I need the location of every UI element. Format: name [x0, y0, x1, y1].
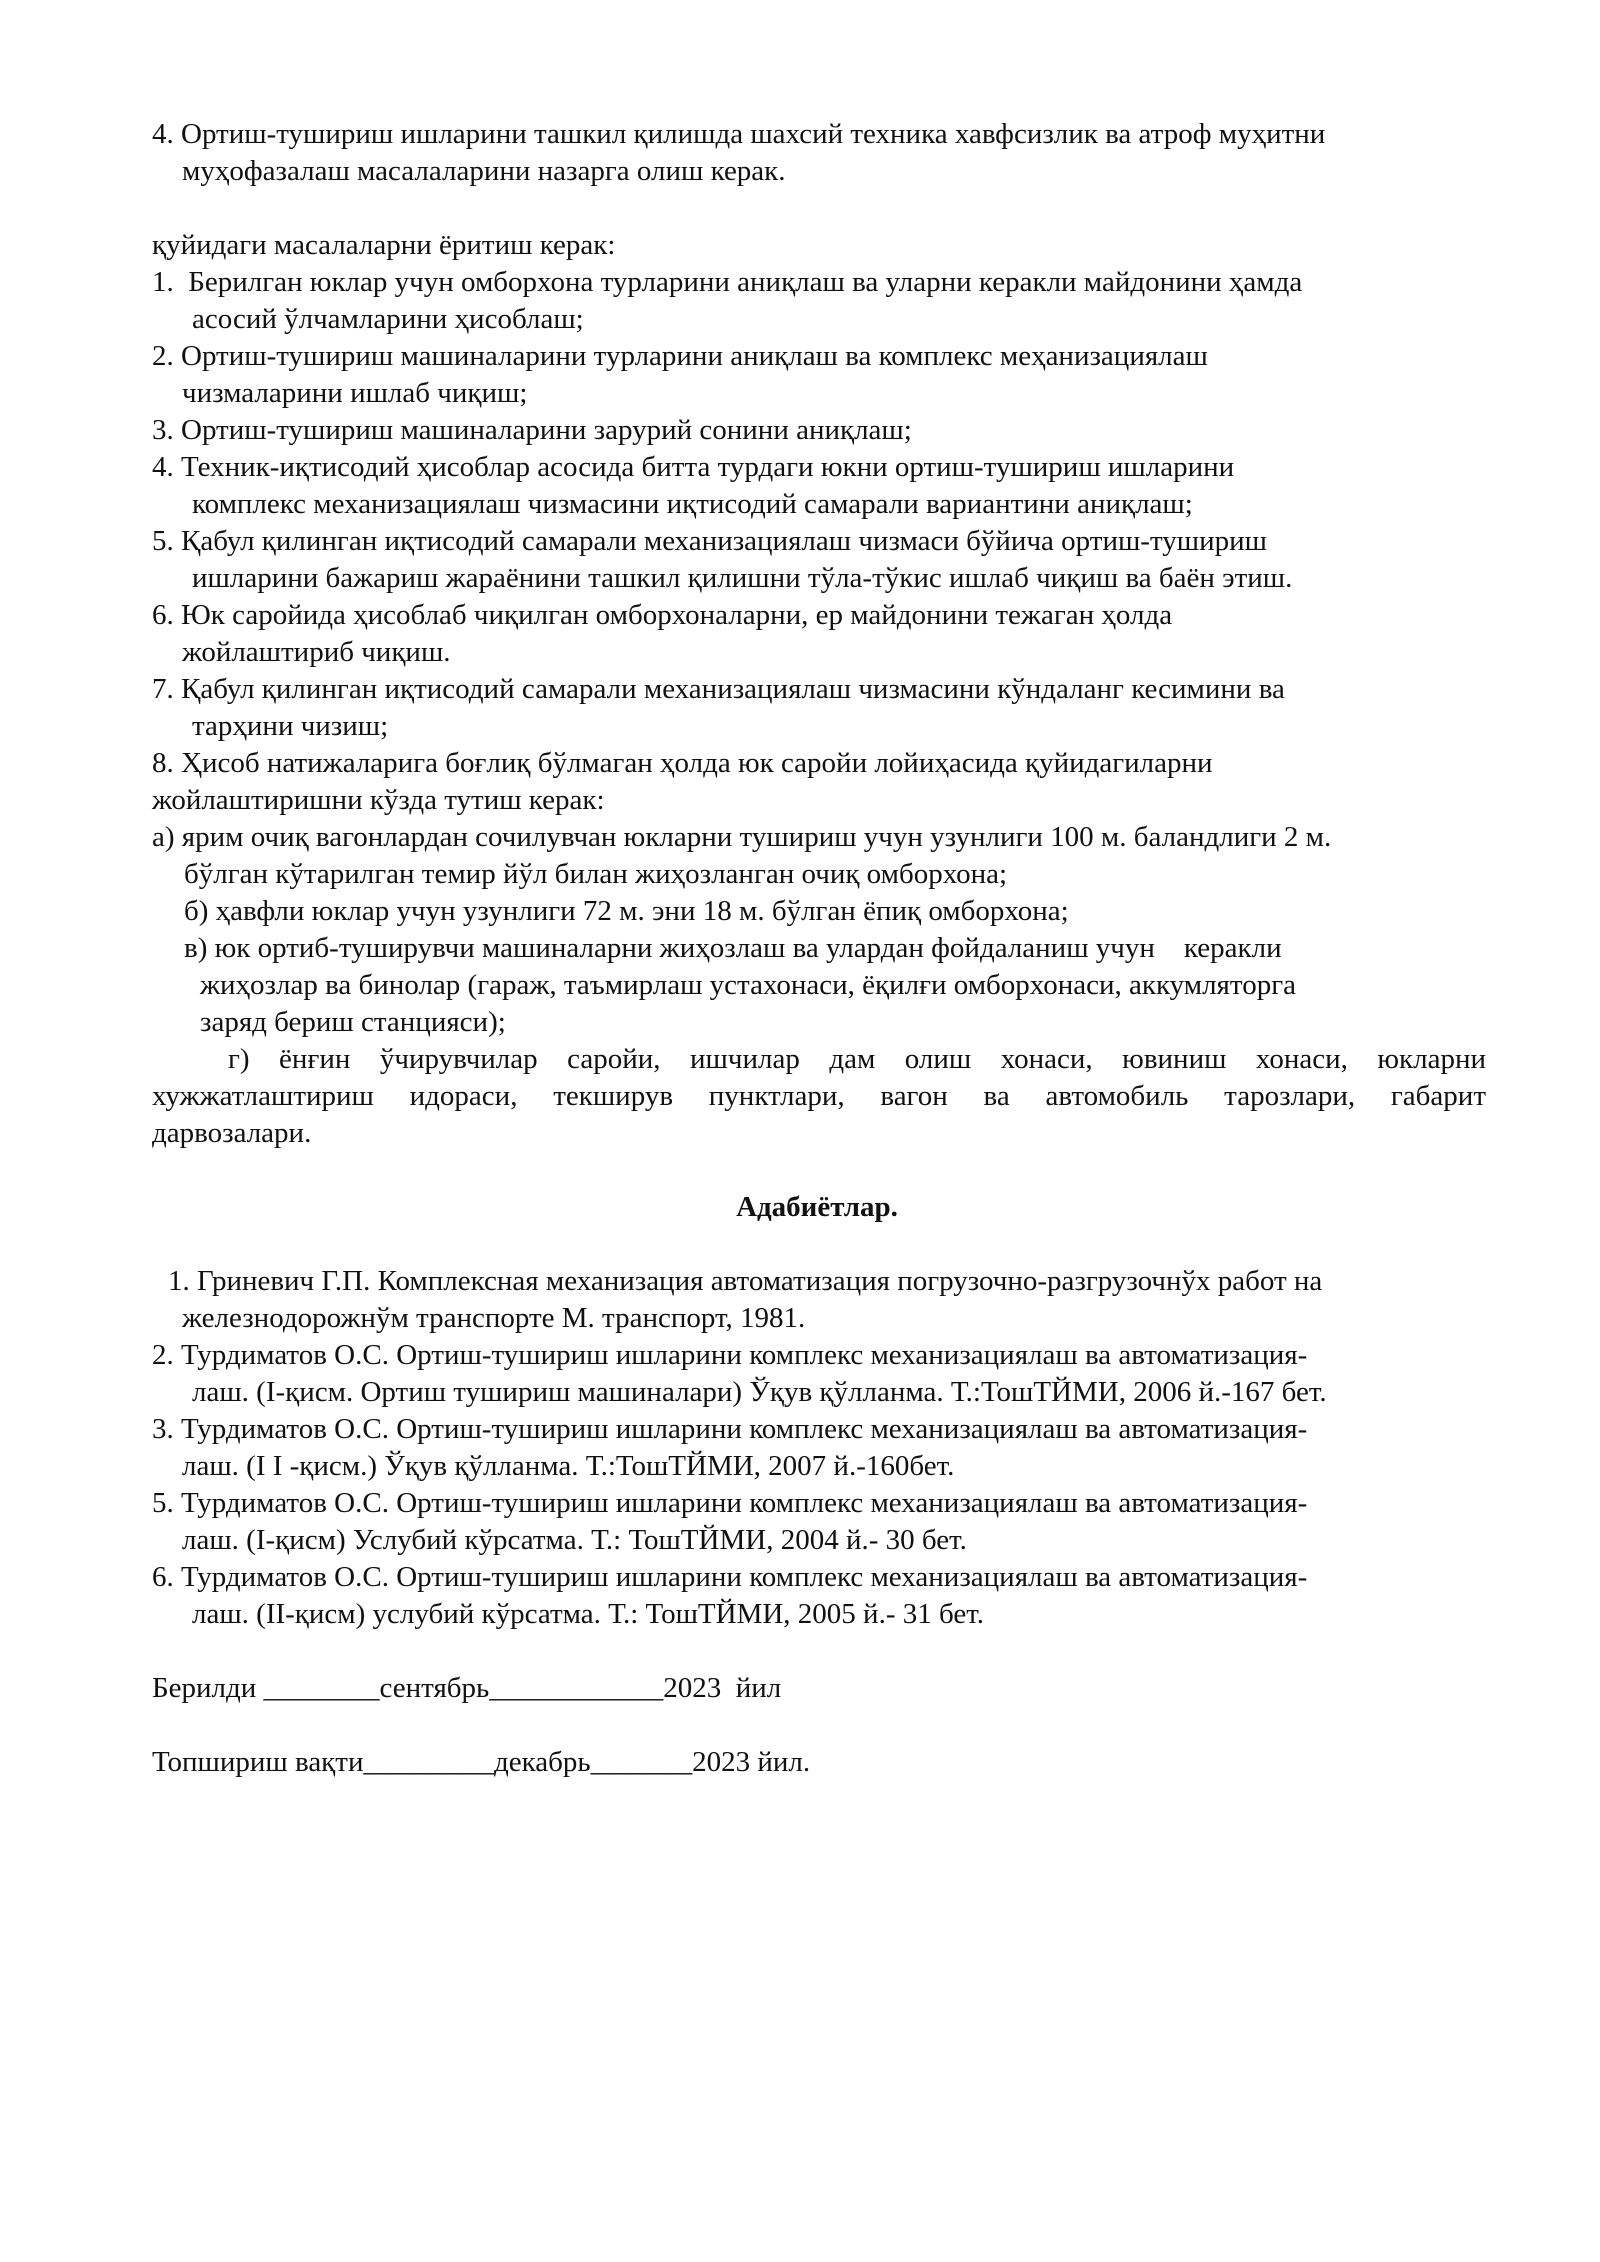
reference-5: 5. Турдиматов О.С. Ортиш-тушириш ишларини комплекс механизациялаш ва автоматизация-: [152, 1487, 1308, 1519]
task-item-4-cont: комплекс механизациялаш чизмасини иқтисодий самарали вариантини аниқлаш;: [192, 488, 1193, 520]
task-item-2-cont: чизмаларини ишлаб чиқиш;: [182, 377, 528, 409]
task-item-4: 4. Техник-иқтисодий ҳисоблар асосида битта турдаги юкни ортиш-тушириш ишларини: [152, 451, 1235, 483]
task-item-1: 1. Берилган юклар учун омборхона турларини аниқлаш ва уларни керакли майдонини ҳамда: [152, 266, 1303, 298]
task-item-7: 7. Қабул қилинган иқтисодий самарали механизациялаш чизмасини кўндаланг кесимини ва: [152, 673, 1285, 705]
task-item-2: 2. Ортиш-тушириш машиналарини турларини аниқлаш ва комплекс меҳанизациялаш: [152, 340, 1208, 372]
sub-item-v-cont: жиҳозлар ва бинолар (гараж, таъмирлаш устахонаси, ёқилғи омборхонаси, аккумляторга: [200, 969, 1296, 1001]
reference-3-cont: лаш. (I I -қисм.) Ўқув қўлланма. Т.:ТошТЙМИ, 2007 й.-160бет.: [182, 1450, 955, 1482]
sub-item-g-cont: дарвозалари.: [152, 1117, 312, 1149]
reference-6: 6. Турдиматов О.С. Ортиш-тушириш ишларини комплекс механизациялаш ва автоматизация-: [152, 1561, 1308, 1593]
sub-item-a-cont: бўлган кўтарилган темир йўл билан жиҳозланган очиқ омборхона;: [184, 858, 1008, 890]
task-item-6: 6. Юк саройида ҳисоблаб чиқилган омборхоналарни, ер майдонини тежаган ҳолда: [152, 599, 1173, 631]
task-item-6-cont: жойлаштириб чиқиш.: [182, 636, 451, 668]
task-item-8: 8. Ҳисоб натижаларига боғлиқ бўлмаган ҳолда юк саройи лойиҳасида қуйидагиларни: [152, 747, 1213, 779]
sub-item-g: г) ёнғин ўчирувчилар саройи, ишчилар дам олиш хонаси, ювиниш хонаси, юкларни: [228, 1043, 1486, 1075]
reference-2: 2. Турдиматов О.С. Ортиш-тушириш ишларини комплекс механизациялаш ва автоматизация-: [152, 1339, 1308, 1371]
sub-item-v: в) юк ортиб-туширувчи машиналарни жиҳозлаш ва улардан фойдаланиш учун керакли: [184, 932, 1282, 964]
tasks-lead: қуйидаги масалаларни ёритиш керак:: [152, 229, 616, 261]
intro-item-line: 4. Ортиш-тушириш ишларини ташкил қилишда шахсий техника хавфсизлик ва атроф муҳитни: [152, 118, 1326, 150]
task-item-5: 5. Қабул қилинган иқтисодий самарали механизациялаш чизмаси бўйича ортиш-тушириш: [152, 525, 1267, 557]
reference-1-cont: железнодорожнўм транспорте М. транспорт, 1981.: [182, 1302, 806, 1334]
sub-item-a: а) ярим очиқ вагонлардан сочилувчан юкларни тушириш учун узунлиги 100 м. баландлиги 2 м.: [152, 821, 1332, 853]
sub-item-b: б) ҳавфли юклар учун узунлиги 72 м. эни 18 м. бўлган ёпиқ омборхона;: [184, 895, 1069, 927]
sub-item-v-cont: заряд бериш станцияси);: [200, 1006, 506, 1038]
intro-item-line: муҳофазалаш масалаларини назарга олиш керак.: [182, 155, 786, 187]
task-item-3: 3. Ортиш-тушириш машиналарини зарурий сонини аниқлаш;: [152, 414, 912, 446]
task-item-1-cont: асосий ўлчамларини ҳисоблаш;: [192, 303, 584, 335]
reference-2-cont: лаш. (I-қисм. Ортиш тушириш машиналари) Ўқув қўлланма. Т.:ТошТЙМИ, 2006 й.-167 бет.: [192, 1376, 1327, 1408]
task-item-7-cont: тарҳини чизиш;: [192, 710, 389, 742]
sub-item-g-cont: хужжатлаштириш идораси, текширув пунктлари, вагон ва автомобиль тарозлари, габарит: [152, 1080, 1486, 1112]
references-heading: Адабиётлар.: [736, 1191, 898, 1223]
reference-5-cont: лаш. (I-қисм) Услубий кўрсатма. Т.: ТошТЙМИ, 2004 й.- 30 бет.: [182, 1524, 967, 1556]
task-item-8-cont: жойлаштиришни кўзда тутиш керак:: [152, 784, 605, 816]
reference-3: 3. Турдиматов О.С. Ортиш-тушириш ишларини комплекс механизациялаш ва автоматизация-: [152, 1413, 1308, 1445]
reference-1: 1. Гриневич Г.П. Комплексная механизация автоматизация погрузочно-разгрузочнўх работ на: [168, 1265, 1323, 1297]
reference-6-cont: лаш. (II-қисм) услубий кўрсатма. Т.: ТошТЙМИ, 2005 й.- 31 бет.: [192, 1598, 984, 1630]
issue-date-line: Берилди ________сентябрь____________2023 йил: [152, 1672, 782, 1704]
task-item-5-cont: ишларини бажариш жараёнини ташкил қилишни тўла-тўкис ишлаб чиқиш ва баён этиш.: [192, 562, 1293, 594]
due-date-line: Топшириш вақти_________декабрь_______2023 йил.: [152, 1746, 811, 1778]
